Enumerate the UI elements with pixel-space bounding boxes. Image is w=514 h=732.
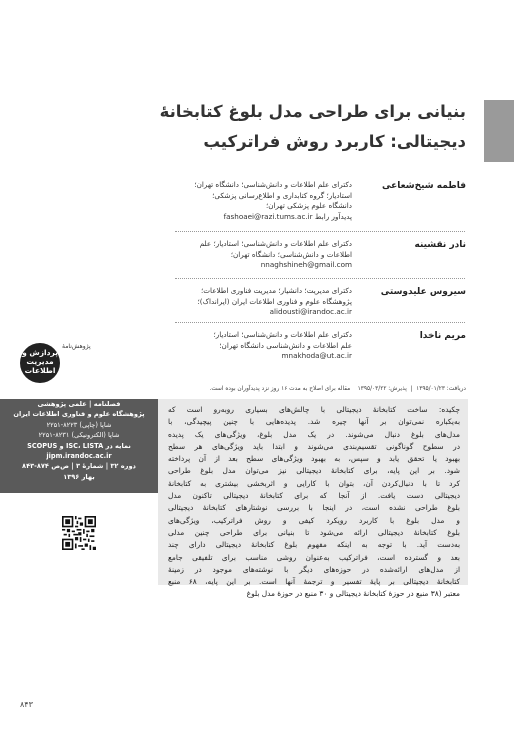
- article-title: [106, 97, 466, 157]
- title-line-1: بنیانی برای طراحی مدل بلوغ کتابخانۀ: [159, 102, 466, 121]
- journal-logo-text: پردازش و مدیریت اطلاعات: [22, 348, 58, 375]
- abstract-text: چکیده: ساخت کتابخانۀ دیجیتالی با چالش‌های بسیاری روبه‌رو است که به‌یکباره نمی‌توان بر آنها چیره شد. پدیده‌هایی با چنین پیچیدگی، با مدل‌های بلوغ دنبال می‌شوند. در یک مدل بلوغ، ویژگی‌های یک پدیده در سطوح گوناگونی تقسیم‌بندی می‌شوند و ابتدا باید ویژگی‌های هر سطح بهبود یا تحقق یابد و سپس، به بهبود ویژگی‌های سطح بعد از آن پرداخته شود. بر این پایه، برای کتابخانۀ دیجیتالی نیز می‌توان مدل بلوغ طراحی کرد تا با دنبال‌کردن آن، بتوان با کارایی و اثربخشی بیشتری به کتابخانۀ دیجیتالی دست یافت. از آنجا که برای کتابخانۀ دیجیتالی تاکنون مدل بلوغ طراحی نشده است، در اینجا با بررسی نوشتارهای کتابخانۀ دیجیتالی و مدل بلوغ با کاربرد رویکرد کیفی و روش فراترکیب، ویژگی‌های بلوغ کتابخانۀ دیجیتالی ارائه می‌شود تا بنیانی برای طراحی چنین مدلی به‌دست آید. با توجه به اینکه مفهوم بلوغ کتابخانۀ دیجیتالی دارای چند بعد و گسترده است، فراترکیب به‌عنوان روشی مناسب برای تلفیقی جامع از مدل‌های ارائه‌شده در حوزه‌های دیگر با نوشته‌های موجود در زمینۀ کتابخانۀ دیجیتالی بر پایۀ تفسیر و ترجمۀ آنها است. بر این پایه، ۶۸ منبع معتبر (۳۸ منبع در حوزۀ کتابخانۀ دیجیتالی و ۳۰ منبع در حوزۀ مدل بلوغ: [168, 405, 461, 599]
- qr-code-icon: [62, 516, 96, 550]
- author-name-1: فاطمه شیخ‌شعاعی: [382, 181, 466, 191]
- page-number: ۸۴۳: [20, 700, 33, 709]
- title-line-2: دیجیتالی: کاربرد روش فراترکیب: [203, 132, 466, 151]
- received-date: دریافت: ۱۳۹۵/۰۱/۲۳: [416, 386, 466, 392]
- revision-note: مقاله برای اصلاح به مدت ۱۶ روز نزد پدیدآوران بوده است.: [209, 386, 351, 392]
- author-affiliation-4: دکترای علم اطلاعات و دانش‌شناسی؛ استادیار؛ علم اطلاعات و دانش‌شناسی دانشگاه تهران؛ mnakhoda@ut.ac.ir: [213, 330, 352, 360]
- author-name-3: سیروس علیدوستی: [380, 287, 466, 297]
- accepted-date: پذیرش: ۱۳۹۵/۰۳/۲۲: [357, 386, 407, 392]
- author-affiliation-3: دکترای مدیریت؛ دانشیار؛ مدیریت فناوری اطلاعات؛ پژوهشگاه علوم و فناوری اطلاعات ایران (ایرانداک)؛ alidousti@irandoc.ac.ir: [197, 286, 352, 316]
- author-affiliation-2: دکترای علم اطلاعات و دانش‌شناسی؛ استادیار؛ علم اطلاعات و دانش‌شناسی؛ دانشگاه تهران؛ nnaghshineh@gmail.com: [199, 239, 352, 269]
- author-divider: [175, 278, 465, 279]
- author-affiliation-1: دکترای علم اطلاعات و دانش‌شناسی؛ دانشگاه تهران؛ استادیار؛ گروه کتابداری و اطلاع‌رسانی پزشکی؛ دانشگاه علوم پزشکی تهران؛ پدیدآور رابط fashoaei@razi.tums.ac.ir: [194, 180, 352, 221]
- journal-logo-caption: پژوهش‌نامۀ: [62, 343, 91, 350]
- section-tab: [484, 100, 514, 162]
- author-name-4: مریم ناخدا: [419, 331, 466, 341]
- author-divider: [175, 322, 465, 323]
- journal-info-sidebar: فصلنامه | علمی پژوهشی پژوهشگاه علوم و فناوری اطلاعات ایران شاپا (چاپی) ۸۲۲۳-۲۲۵۱ شاپا (الکترونیکی) ۸۲۳۱-۲۲۵۱ نمایه در ISC، LISTA و SCOPUS jipm.irandoc.ac.ir دوره ۳۲ | شمارۀ ۳ | ص‌ص ۸۷۴-۸۴۳ بهار ۱۳۹۶: [0, 399, 158, 493]
- article-dates: دریافت: ۱۳۹۵/۰۱/۲۳ | پذیرش: ۱۳۹۵/۰۳/۲۲ مقاله برای اصلاح به مدت ۱۶ روز نزد پدیدآوران بوده است.: [209, 386, 466, 392]
- author-divider: [175, 231, 465, 232]
- author-name-2: نادر نقشینه: [414, 240, 466, 250]
